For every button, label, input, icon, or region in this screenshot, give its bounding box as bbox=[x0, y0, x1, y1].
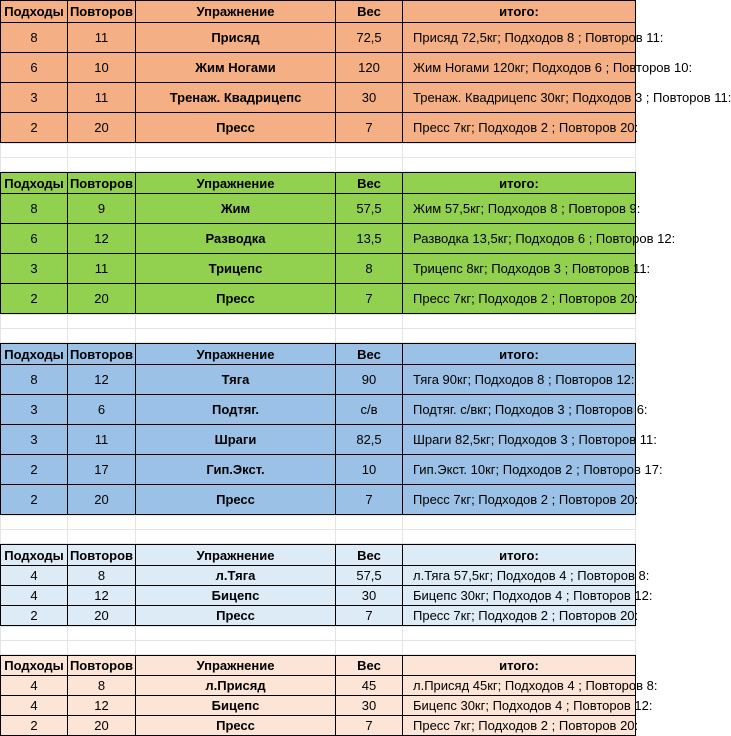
total-cell[interactable]: Трицепс 8кг; Подходов 3 ; Повторов 11: bbox=[403, 254, 636, 284]
table-row bbox=[1, 425, 636, 455]
sets-cell[interactable]: 2 bbox=[1, 284, 68, 314]
empty-rows bbox=[0, 626, 635, 655]
total-cell[interactable]: Жим 57,5кг; Подходов 8 ; Повторов 9: bbox=[403, 194, 636, 224]
exercise-cell[interactable]: Бицепс bbox=[136, 586, 336, 606]
empty-cell[interactable] bbox=[68, 315, 136, 329]
table-row bbox=[1, 254, 636, 284]
exercise-cell[interactable]: Бицепс bbox=[136, 696, 336, 716]
total-cell[interactable]: Бицепс 30кг; Подходов 4 ; Повторов 12: bbox=[403, 696, 636, 716]
header-row bbox=[1, 344, 636, 365]
table-row bbox=[1, 716, 636, 736]
weight-cell[interactable]: с/в bbox=[336, 395, 403, 425]
sets-cell[interactable]: 4 bbox=[1, 676, 68, 696]
empty-cell[interactable] bbox=[336, 329, 403, 343]
empty-cell[interactable] bbox=[403, 641, 636, 655]
empty-rows bbox=[0, 314, 635, 343]
exercise-cell[interactable]: Шраги bbox=[136, 425, 336, 455]
empty-cell[interactable] bbox=[136, 158, 336, 172]
total-cell[interactable]: л.Присяд 45кг; Подходов 4 ; Повторов 8: bbox=[403, 676, 636, 696]
exercise-cell[interactable]: Пресс bbox=[136, 716, 336, 736]
header-total[interactable]: итого: bbox=[403, 1, 636, 23]
header-total[interactable]: итого: bbox=[403, 173, 636, 194]
empty-cell[interactable] bbox=[336, 158, 403, 172]
total-cell[interactable]: Пресс 7кг; Подходов 2 ; Повторов 20: bbox=[403, 284, 636, 314]
reps-cell[interactable]: 10 bbox=[68, 53, 136, 83]
header-sets[interactable]: Подходы bbox=[1, 545, 68, 566]
sets-cell[interactable]: 8 bbox=[1, 365, 68, 395]
header-row bbox=[1, 173, 636, 194]
header-sets[interactable]: Подходы bbox=[1, 344, 68, 365]
reps-cell[interactable]: 12 bbox=[68, 696, 136, 716]
table-row bbox=[1, 485, 636, 515]
exercise-cell[interactable]: Трицепс bbox=[136, 254, 336, 284]
sets-cell[interactable]: 4 bbox=[1, 586, 68, 606]
total-cell[interactable]: Жим Ногами 120кг; Подходов 6 ; Повторов 10: bbox=[403, 53, 636, 83]
workout-block-1 bbox=[0, 0, 731, 143]
header-sets[interactable]: Подходы bbox=[1, 656, 68, 676]
empty-cell[interactable] bbox=[403, 516, 636, 530]
reps-cell[interactable]: 6 bbox=[68, 395, 136, 425]
table-row bbox=[1, 83, 636, 113]
empty-cell[interactable] bbox=[1, 516, 68, 530]
reps-cell[interactable]: 11 bbox=[68, 83, 136, 113]
empty-cell[interactable] bbox=[336, 530, 403, 544]
header-reps[interactable]: Повторов bbox=[68, 173, 136, 194]
header-reps[interactable]: Повторов bbox=[68, 545, 136, 566]
empty-cell[interactable] bbox=[336, 641, 403, 655]
header-exercise[interactable]: Упражнение bbox=[136, 344, 336, 365]
reps-cell[interactable]: 20 bbox=[68, 485, 136, 515]
exercise-cell[interactable]: Подтяг. bbox=[136, 395, 336, 425]
empty-cell[interactable] bbox=[68, 144, 136, 158]
total-cell[interactable]: л.Тяга 57,5кг; Подходов 4 ; Повторов 8: bbox=[403, 566, 636, 586]
exercise-cell[interactable]: Разводка bbox=[136, 224, 336, 254]
exercise-cell[interactable]: Присяд bbox=[136, 23, 336, 53]
table-row bbox=[1, 566, 636, 586]
table-row bbox=[1, 224, 636, 254]
total-cell[interactable]: Бицепс 30кг; Подходов 4 ; Повторов 12: bbox=[403, 586, 636, 606]
empty-cell[interactable] bbox=[1, 315, 68, 329]
header-total[interactable]: итого: bbox=[403, 344, 636, 365]
weight-cell[interactable]: 45 bbox=[336, 676, 403, 696]
reps-cell[interactable]: 20 bbox=[68, 284, 136, 314]
weight-cell[interactable]: 10 bbox=[336, 455, 403, 485]
reps-cell[interactable]: 20 bbox=[68, 716, 136, 736]
empty-cell[interactable] bbox=[136, 530, 336, 544]
reps-cell[interactable]: 11 bbox=[68, 23, 136, 53]
empty-cell[interactable] bbox=[68, 627, 136, 641]
weight-cell[interactable]: 13,5 bbox=[336, 224, 403, 254]
sets-cell[interactable]: 6 bbox=[1, 53, 68, 83]
weight-cell[interactable]: 7 bbox=[336, 606, 403, 626]
empty-cell[interactable] bbox=[68, 158, 136, 172]
weight-cell[interactable]: 7 bbox=[336, 716, 403, 736]
exercise-cell[interactable]: л.Тяга bbox=[136, 566, 336, 586]
table-row bbox=[1, 284, 636, 314]
header-row bbox=[1, 1, 636, 23]
empty-cell[interactable] bbox=[403, 530, 636, 544]
weight-cell[interactable]: 57,5 bbox=[336, 566, 403, 586]
sets-cell[interactable]: 3 bbox=[1, 254, 68, 284]
header-reps[interactable]: Повторов bbox=[68, 1, 136, 23]
empty-rows bbox=[0, 143, 635, 172]
reps-cell[interactable]: 12 bbox=[68, 224, 136, 254]
table-row bbox=[1, 696, 636, 716]
total-cell[interactable]: Пресс 7кг; Подходов 2 ; Повторов 20: bbox=[403, 606, 636, 626]
header-exercise[interactable]: Упражнение bbox=[136, 173, 336, 194]
header-exercise[interactable]: Упражнение bbox=[136, 545, 336, 566]
sets-cell[interactable]: 2 bbox=[1, 606, 68, 626]
empty-cell[interactable] bbox=[1, 530, 68, 544]
weight-cell[interactable]: 120 bbox=[336, 53, 403, 83]
empty-cell[interactable] bbox=[403, 158, 636, 172]
total-cell[interactable]: Тяга 90кг; Подходов 8 ; Повторов 12: bbox=[403, 365, 636, 395]
header-weight[interactable]: Вес bbox=[336, 1, 403, 23]
weight-cell[interactable]: 8 bbox=[336, 254, 403, 284]
header-sets[interactable]: Подходы bbox=[1, 1, 68, 23]
empty-cell[interactable] bbox=[336, 516, 403, 530]
header-reps[interactable]: Повторов bbox=[68, 656, 136, 676]
header-row bbox=[1, 656, 636, 676]
total-cell[interactable]: Пресс 7кг; Подходов 2 ; Повторов 20: bbox=[403, 113, 636, 143]
table-row bbox=[1, 676, 636, 696]
table-row bbox=[1, 395, 636, 425]
table-row bbox=[1, 194, 636, 224]
empty-cell[interactable] bbox=[136, 627, 336, 641]
weight-cell[interactable]: 7 bbox=[336, 284, 403, 314]
header-total[interactable]: итого: bbox=[403, 656, 636, 676]
reps-cell[interactable]: 20 bbox=[68, 606, 136, 626]
workout-block-2 bbox=[0, 172, 676, 314]
empty-cell[interactable] bbox=[68, 516, 136, 530]
header-weight[interactable]: Вес bbox=[336, 656, 403, 676]
reps-cell[interactable]: 8 bbox=[68, 676, 136, 696]
exercise-cell[interactable]: Пресс bbox=[136, 485, 336, 515]
empty-cell[interactable] bbox=[1, 641, 68, 655]
empty-cell[interactable] bbox=[136, 329, 336, 343]
reps-cell[interactable]: 12 bbox=[68, 365, 136, 395]
weight-cell[interactable]: 7 bbox=[336, 485, 403, 515]
reps-cell[interactable]: 17 bbox=[68, 455, 136, 485]
empty-cell[interactable] bbox=[1, 144, 68, 158]
sets-cell[interactable]: 2 bbox=[1, 455, 68, 485]
empty-cell[interactable] bbox=[403, 144, 636, 158]
sets-cell[interactable]: 4 bbox=[1, 566, 68, 586]
exercise-cell[interactable]: Тренаж. Квадрицепс bbox=[136, 83, 336, 113]
table-row bbox=[1, 53, 636, 83]
weight-cell[interactable]: 30 bbox=[336, 586, 403, 606]
total-cell[interactable]: Тренаж. Квадрицепс 30кг; Подходов 3 ; Повторов 11: bbox=[403, 83, 636, 113]
sets-cell[interactable]: 2 bbox=[1, 485, 68, 515]
sets-cell[interactable]: 2 bbox=[1, 113, 68, 143]
header-exercise[interactable]: Упражнение bbox=[136, 656, 336, 676]
empty-cell[interactable] bbox=[136, 641, 336, 655]
weight-cell[interactable]: 90 bbox=[336, 365, 403, 395]
empty-cell[interactable] bbox=[403, 329, 636, 343]
empty-cell[interactable] bbox=[136, 315, 336, 329]
empty-cell[interactable] bbox=[68, 641, 136, 655]
sets-cell[interactable]: 3 bbox=[1, 395, 68, 425]
reps-cell[interactable]: 8 bbox=[68, 566, 136, 586]
table-row bbox=[1, 23, 636, 53]
weight-cell[interactable]: 30 bbox=[336, 696, 403, 716]
empty-cell[interactable] bbox=[136, 516, 336, 530]
total-cell[interactable]: Разводка 13,5кг; Подходов 6 ; Повторов 12: bbox=[403, 224, 636, 254]
empty-cell[interactable] bbox=[1, 158, 68, 172]
reps-cell[interactable]: 11 bbox=[68, 425, 136, 455]
empty-cell[interactable] bbox=[1, 329, 68, 343]
total-cell[interactable]: Подтяг. с/вкг; Подходов 3 ; Повторов 6: bbox=[403, 395, 636, 425]
weight-cell[interactable]: 82,5 bbox=[336, 425, 403, 455]
exercise-cell[interactable]: Тяга bbox=[136, 365, 336, 395]
exercise-cell[interactable]: Пресс bbox=[136, 113, 336, 143]
weight-cell[interactable]: 7 bbox=[336, 113, 403, 143]
exercise-cell[interactable]: Гип.Экст. bbox=[136, 455, 336, 485]
reps-cell[interactable]: 11 bbox=[68, 254, 136, 284]
sets-cell[interactable]: 8 bbox=[1, 23, 68, 53]
total-cell[interactable]: Шраги 82,5кг; Подходов 3 ; Повторов 11: bbox=[403, 425, 636, 455]
total-cell[interactable]: Гип.Экст. 10кг; Подходов 2 ; Повторов 17: bbox=[403, 455, 636, 485]
workout-block-5 bbox=[0, 655, 658, 736]
workout-block-4 bbox=[0, 544, 653, 626]
sets-cell[interactable]: 8 bbox=[1, 194, 68, 224]
exercise-cell[interactable]: Жим bbox=[136, 194, 336, 224]
sets-cell[interactable]: 3 bbox=[1, 425, 68, 455]
total-cell[interactable]: Присяд 72,5кг; Подходов 8 ; Повторов 11: bbox=[403, 23, 636, 53]
empty-cell[interactable] bbox=[68, 530, 136, 544]
total-cell[interactable]: Пресс 7кг; Подходов 2 ; Повторов 20: bbox=[403, 716, 636, 736]
table-row bbox=[1, 586, 636, 606]
empty-cell[interactable] bbox=[1, 627, 68, 641]
reps-cell[interactable]: 12 bbox=[68, 586, 136, 606]
table-row bbox=[1, 365, 636, 395]
workout-block-3 bbox=[0, 343, 663, 515]
table-row bbox=[1, 606, 636, 626]
total-cell[interactable]: Пресс 7кг; Подходов 2 ; Повторов 20: bbox=[403, 485, 636, 515]
header-reps[interactable]: Повторов bbox=[68, 344, 136, 365]
sets-cell[interactable]: 6 bbox=[1, 224, 68, 254]
header-sets[interactable]: Подходы bbox=[1, 173, 68, 194]
sets-cell[interactable]: 3 bbox=[1, 83, 68, 113]
empty-cell[interactable] bbox=[68, 329, 136, 343]
weight-cell[interactable]: 72,5 bbox=[336, 23, 403, 53]
empty-rows bbox=[0, 515, 635, 544]
empty-cell[interactable] bbox=[336, 144, 403, 158]
exercise-cell[interactable]: Пресс bbox=[136, 606, 336, 626]
header-exercise[interactable]: Упражнение bbox=[136, 1, 336, 23]
table-row bbox=[1, 113, 636, 143]
header-weight[interactable]: Вес bbox=[336, 545, 403, 566]
header-weight[interactable]: Вес bbox=[336, 344, 403, 365]
reps-cell[interactable]: 9 bbox=[68, 194, 136, 224]
exercise-cell[interactable]: Пресс bbox=[136, 284, 336, 314]
weight-cell[interactable]: 30 bbox=[336, 83, 403, 113]
weight-cell[interactable]: 57,5 bbox=[336, 194, 403, 224]
empty-cell[interactable] bbox=[403, 627, 636, 641]
header-total[interactable]: итого: bbox=[403, 545, 636, 566]
empty-cell[interactable] bbox=[136, 144, 336, 158]
empty-cell[interactable] bbox=[336, 315, 403, 329]
sets-cell[interactable]: 4 bbox=[1, 696, 68, 716]
empty-cell[interactable] bbox=[403, 315, 636, 329]
exercise-cell[interactable]: л.Присяд bbox=[136, 676, 336, 696]
empty-cell[interactable] bbox=[336, 627, 403, 641]
header-row bbox=[1, 545, 636, 566]
table-row bbox=[1, 455, 636, 485]
header-weight[interactable]: Вес bbox=[336, 173, 403, 194]
exercise-cell[interactable]: Жим Ногами bbox=[136, 53, 336, 83]
sets-cell[interactable]: 2 bbox=[1, 716, 68, 736]
reps-cell[interactable]: 20 bbox=[68, 113, 136, 143]
